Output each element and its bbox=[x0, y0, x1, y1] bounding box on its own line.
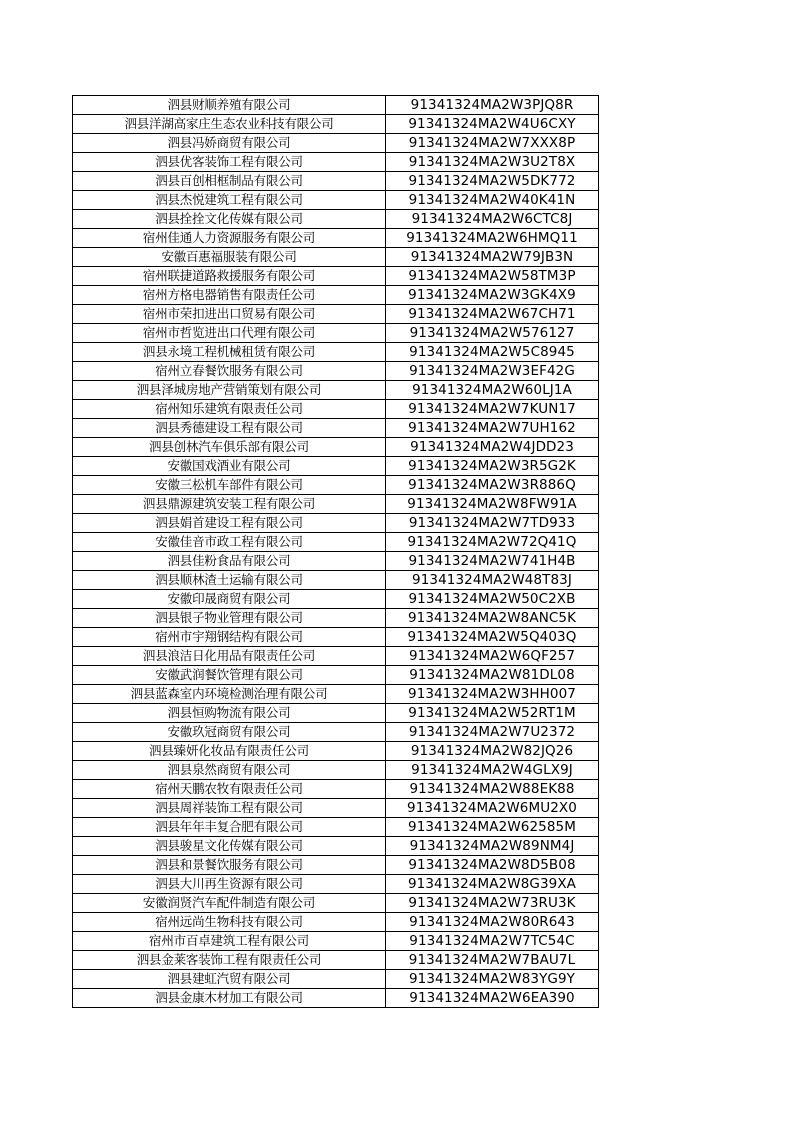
table-row bbox=[73, 438, 599, 457]
company-name-cell: 泗县金康木材加工有限公司 bbox=[73, 989, 386, 1008]
company-name-cell: 安徽国戏酒业有限公司 bbox=[73, 457, 386, 476]
table-row bbox=[73, 932, 599, 951]
company-name-cell: 宿州市哲览进出口代理有限公司 bbox=[73, 324, 386, 343]
company-name-cell: 宿州佳通人力资源服务有限公司 bbox=[73, 229, 386, 248]
table-row bbox=[73, 476, 599, 495]
company-name-cell: 泗县大川再生资源有限公司 bbox=[73, 875, 386, 894]
credit-code-cell: 91341324MA2W40K41N bbox=[386, 191, 599, 210]
company-name-cell: 安徽百惠福服装有限公司 bbox=[73, 248, 386, 267]
company-name-cell: 安徽印晟商贸有限公司 bbox=[73, 590, 386, 609]
credit-code-cell: 91341324MA2W7BAU7L bbox=[386, 951, 599, 970]
company-name-cell: 泗县浪洁日化用品有限责任公司 bbox=[73, 647, 386, 666]
credit-code-cell: 91341324MA2W8D5B08 bbox=[386, 856, 599, 875]
company-name-cell: 泗县优客装饰工程有限公司 bbox=[73, 153, 386, 172]
credit-code-cell: 91341324MA2W3HH007 bbox=[386, 685, 599, 704]
table-row bbox=[73, 818, 599, 837]
table-row bbox=[73, 571, 599, 590]
company-name-cell: 安徽润贤汽车配件制造有限公司 bbox=[73, 894, 386, 913]
table-row bbox=[73, 153, 599, 172]
company-name-cell: 宿州市百卓建筑工程有限公司 bbox=[73, 932, 386, 951]
credit-code-cell: 91341324MA2W5DK772 bbox=[386, 172, 599, 191]
credit-code-cell: 91341324MA2W7U2372 bbox=[386, 723, 599, 742]
table-row bbox=[73, 172, 599, 191]
company-name-cell: 泗县杰悦建筑工程有限公司 bbox=[73, 191, 386, 210]
company-name-cell: 泗县鼎源建筑安装工程有限公司 bbox=[73, 495, 386, 514]
credit-code-cell: 91341324MA2W52RT1M bbox=[386, 704, 599, 723]
table-row bbox=[73, 761, 599, 780]
company-name-cell: 泗县银子物业管理有限公司 bbox=[73, 609, 386, 628]
credit-code-cell: 91341324MA2W7TC54C bbox=[386, 932, 599, 951]
company-name-cell: 宿州市宇翔钢结构有限公司 bbox=[73, 628, 386, 647]
table-row bbox=[73, 381, 599, 400]
table-row bbox=[73, 590, 599, 609]
company-name-cell: 泗县蓝森室内环境检测治理有限公司 bbox=[73, 685, 386, 704]
credit-code-cell: 91341324MA2W8ANC5K bbox=[386, 609, 599, 628]
table-row bbox=[73, 495, 599, 514]
table-row bbox=[73, 400, 599, 419]
table-row bbox=[73, 875, 599, 894]
company-name-cell: 泗县创林汽车俱乐部有限公司 bbox=[73, 438, 386, 457]
credit-code-cell: 91341324MA2W3GK4X9 bbox=[386, 286, 599, 305]
company-name-cell: 宿州市荣扣进出口贸易有限公司 bbox=[73, 305, 386, 324]
table-row bbox=[73, 419, 599, 438]
credit-code-cell: 91341324MA2W4JDD23 bbox=[386, 438, 599, 457]
credit-code-cell: 91341324MA2W48T83J bbox=[386, 571, 599, 590]
table-row bbox=[73, 210, 599, 229]
table-row bbox=[73, 286, 599, 305]
table-row bbox=[73, 647, 599, 666]
table-row bbox=[73, 970, 599, 989]
company-name-cell: 泗县泽城房地产营销策划有限公司 bbox=[73, 381, 386, 400]
table-row bbox=[73, 191, 599, 210]
table-row bbox=[73, 115, 599, 134]
credit-code-cell: 91341324MA2W7XXX8P bbox=[386, 134, 599, 153]
company-name-cell: 安徽三松机车部件有限公司 bbox=[73, 476, 386, 495]
company-name-cell: 泗县年年丰复合肥有限公司 bbox=[73, 818, 386, 837]
credit-code-cell: 91341324MA2W3PJQ8R bbox=[386, 96, 599, 115]
company-name-cell: 泗县臻妍化妆品有限责任公司 bbox=[73, 742, 386, 761]
credit-code-cell: 91341324MA2W7UH162 bbox=[386, 419, 599, 438]
table-row bbox=[73, 305, 599, 324]
credit-code-cell: 91341324MA2W7TD933 bbox=[386, 514, 599, 533]
table-row bbox=[73, 723, 599, 742]
table-row bbox=[73, 704, 599, 723]
credit-code-cell: 91341324MA2W5C8945 bbox=[386, 343, 599, 362]
credit-code-cell: 91341324MA2W5Q403Q bbox=[386, 628, 599, 647]
table-row bbox=[73, 685, 599, 704]
company-name-cell: 泗县周祥装饰工程有限公司 bbox=[73, 799, 386, 818]
company-name-cell: 泗县百创相框制品有限公司 bbox=[73, 172, 386, 191]
credit-code-cell: 91341324MA2W58TM3P bbox=[386, 267, 599, 286]
credit-code-cell: 91341324MA2W73RU3K bbox=[386, 894, 599, 913]
table-row bbox=[73, 229, 599, 248]
table-row bbox=[73, 666, 599, 685]
credit-code-cell: 91341324MA2W3R886Q bbox=[386, 476, 599, 495]
table-row bbox=[73, 609, 599, 628]
company-registry-sheet bbox=[72, 95, 598, 1008]
credit-code-cell: 91341324MA2W7KUN17 bbox=[386, 400, 599, 419]
credit-code-cell: 91341324MA2W80R643 bbox=[386, 913, 599, 932]
table-row bbox=[73, 324, 599, 343]
table-row bbox=[73, 96, 599, 115]
company-name-cell: 泗县财顺养殖有限公司 bbox=[73, 96, 386, 115]
company-name-cell: 泗县洋湖高家庄生态农业科技有限公司 bbox=[73, 115, 386, 134]
company-name-cell: 泗县骏星文化传媒有限公司 bbox=[73, 837, 386, 856]
table-row bbox=[73, 989, 599, 1008]
company-name-cell: 泗县和景餐饮服务有限公司 bbox=[73, 856, 386, 875]
company-name-cell: 泗县金莱客装饰工程有限责任公司 bbox=[73, 951, 386, 970]
credit-code-cell: 91341324MA2W62585M bbox=[386, 818, 599, 837]
company-name-cell: 宿州远尚生物科技有限公司 bbox=[73, 913, 386, 932]
credit-code-cell: 91341324MA2W576127 bbox=[386, 324, 599, 343]
table-row bbox=[73, 951, 599, 970]
credit-code-cell: 91341324MA2W6MU2X0 bbox=[386, 799, 599, 818]
credit-code-cell: 91341324MA2W88EK88 bbox=[386, 780, 599, 799]
credit-code-cell: 91341324MA2W6QF257 bbox=[386, 647, 599, 666]
company-table-body bbox=[73, 96, 599, 1008]
table-row bbox=[73, 362, 599, 381]
table-row bbox=[73, 894, 599, 913]
table-row bbox=[73, 248, 599, 267]
table-row bbox=[73, 913, 599, 932]
company-name-cell: 安徽玖冠商贸有限公司 bbox=[73, 723, 386, 742]
company-name-cell: 宿州知乐建筑有限责任公司 bbox=[73, 400, 386, 419]
credit-code-cell: 91341324MA2W8FW91A bbox=[386, 495, 599, 514]
credit-code-cell: 91341324MA2W50C2XB bbox=[386, 590, 599, 609]
table-row bbox=[73, 628, 599, 647]
credit-code-cell: 91341324MA2W3R5G2K bbox=[386, 457, 599, 476]
credit-code-cell: 91341324MA2W79JB3N bbox=[386, 248, 599, 267]
credit-code-cell: 91341324MA2W83YG9Y bbox=[386, 970, 599, 989]
credit-code-cell: 91341324MA2W4U6CXY bbox=[386, 115, 599, 134]
company-name-cell: 泗县建虹汽贸有限公司 bbox=[73, 970, 386, 989]
company-name-cell: 泗县拴拴文化传媒有限公司 bbox=[73, 210, 386, 229]
credit-code-cell: 91341324MA2W6CTC8J bbox=[386, 210, 599, 229]
table-row bbox=[73, 799, 599, 818]
company-name-cell: 宿州方格电器销售有限责任公司 bbox=[73, 286, 386, 305]
company-name-cell: 宿州联捷道路救援服务有限公司 bbox=[73, 267, 386, 286]
table-row bbox=[73, 267, 599, 286]
credit-code-cell: 91341324MA2W3EF42G bbox=[386, 362, 599, 381]
table-row bbox=[73, 780, 599, 799]
credit-code-cell: 91341324MA2W67CH71 bbox=[386, 305, 599, 324]
company-name-cell: 宿州天鹏农牧有限责任公司 bbox=[73, 780, 386, 799]
credit-code-cell: 91341324MA2W3U2T8X bbox=[386, 153, 599, 172]
table-row bbox=[73, 134, 599, 153]
table-row bbox=[73, 552, 599, 571]
company-name-cell: 安徽佳音市政工程有限公司 bbox=[73, 533, 386, 552]
credit-code-cell: 91341324MA2W81DL08 bbox=[386, 666, 599, 685]
company-name-cell: 泗县顺林渣土运输有限公司 bbox=[73, 571, 386, 590]
company-name-cell: 泗县冯娇商贸有限公司 bbox=[73, 134, 386, 153]
credit-code-cell: 91341324MA2W89NM4J bbox=[386, 837, 599, 856]
company-name-cell: 泗县永境工程机械租赁有限公司 bbox=[73, 343, 386, 362]
credit-code-cell: 91341324MA2W60LJ1A bbox=[386, 381, 599, 400]
company-name-cell: 泗县恒购物流有限公司 bbox=[73, 704, 386, 723]
company-name-cell: 泗县秀德建设工程有限公司 bbox=[73, 419, 386, 438]
table-row bbox=[73, 533, 599, 552]
company-name-cell: 泗县娟首建设工程有限公司 bbox=[73, 514, 386, 533]
table-row bbox=[73, 837, 599, 856]
table-row bbox=[73, 856, 599, 875]
table-row bbox=[73, 457, 599, 476]
table-row bbox=[73, 343, 599, 362]
credit-code-cell: 91341324MA2W6HMQ11 bbox=[386, 229, 599, 248]
company-name-cell: 泗县泉然商贸有限公司 bbox=[73, 761, 386, 780]
company-name-cell: 安徽武润餐饮管理有限公司 bbox=[73, 666, 386, 685]
credit-code-cell: 91341324MA2W6EA390 bbox=[386, 989, 599, 1008]
credit-code-cell: 91341324MA2W72Q41Q bbox=[386, 533, 599, 552]
table-row bbox=[73, 742, 599, 761]
credit-code-cell: 91341324MA2W8G39XA bbox=[386, 875, 599, 894]
company-name-cell: 宿州立春餐饮服务有限公司 bbox=[73, 362, 386, 381]
table-row bbox=[73, 514, 599, 533]
company-table bbox=[72, 95, 599, 1008]
credit-code-cell: 91341324MA2W741H4B bbox=[386, 552, 599, 571]
company-name-cell: 泗县佳粉食品有限公司 bbox=[73, 552, 386, 571]
credit-code-cell: 91341324MA2W82JQ26 bbox=[386, 742, 599, 761]
credit-code-cell: 91341324MA2W4GLX9J bbox=[386, 761, 599, 780]
